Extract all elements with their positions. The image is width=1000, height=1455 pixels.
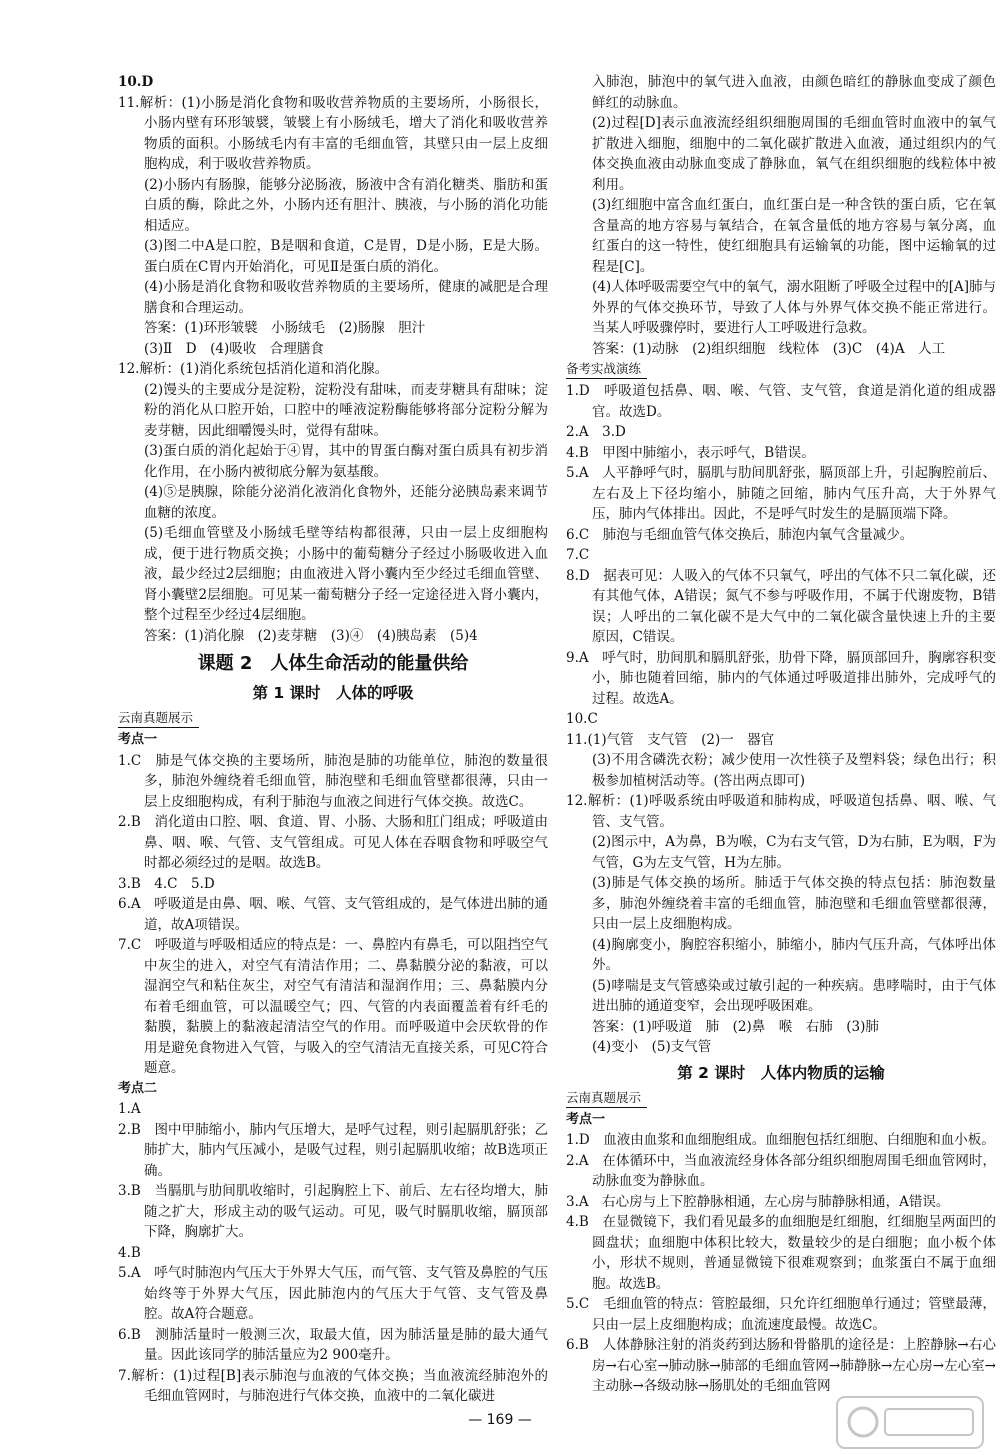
q12-answer: 答案：(1)消化腺 (2)麦芽糖 (3)④ (4)胰岛素 (5)4	[144, 627, 478, 644]
q12-part4: (4)⑤是胰腺，除能分泌消化液消化食物外，还能分泌胰岛素来调节血糖的浓度。	[144, 484, 548, 521]
kd2-item: 7.解析：(1)过程[B]表示肺泡与血液的气体交换；当血液流经肺泡外的毛细血管网时，与肺泡进行气体交换，血液中的二氧化碳进	[118, 1367, 548, 1404]
q11-answer-cont: (3)Ⅱ D (4)吸收 合理膳食	[144, 340, 324, 357]
kaodian-2-heading: 考点二	[118, 1080, 158, 1096]
kd2-item: 5.A 呼气时肺泡内气压大于外界大气压，而气管、支气管及鼻腔的气压始终等于外界大气压，因此肺泡内的气压大于气管、支气管及鼻腔。故A符合题意。	[118, 1265, 548, 1322]
kd1-item: 6.A 呼吸道是由鼻、咽、喉、气管、支气管组成的，是气体进出肺的通道，故A项错误。	[118, 896, 548, 933]
kd1-item: 2.A 在体循环中，当血液流经身体各部分组织细胞周围毛细血管网时，动脉血变为静脉血。	[566, 1152, 996, 1189]
kd1-item: 6.B 人体静脉注射的消炎药到达肠和骨骼肌的途径是：上腔静脉→右心房→右心室→肺动脉→肺部的毛细血管网→肺静脉→左心房→左心室→主动脉→各级动脉→肠肌处的毛细血管网	[566, 1337, 996, 1394]
answer-10: 10.D	[118, 74, 154, 90]
q12-part3: (3)肺是气体交换的场所。肺适于气体交换的特点包括：肺泡数量多，肺泡外缠绕着丰富的毛细血管，肺泡壁和毛细血管壁都很薄，只由一层上皮细胞构成。	[592, 875, 996, 932]
q7-part2: (2)过程[D]表示血液流经组织细胞周围的毛细血管时血液中的氧气扩散进入细胞，细胞中的二氧化碳扩散进入血液，通过组织内的气体交换血液由动脉血变成了静脉血，氧气在组织细胞的线粒体中被利用。	[592, 115, 996, 193]
practice-item: 11.(1)气管 支气管 (2)一 器官	[566, 731, 775, 748]
kd1-item: 1.D 血液由血浆和血细胞组成。血细胞包括红细胞、白细胞和血小板。	[566, 1132, 995, 1148]
kd1-item: 1.C 肺是气体交换的主要场所，肺泡是肺的功能单位，肺泡的数量很多，肺泡外缠绕着毛细血管，肺泡壁和毛细血管壁都很薄，只由一层上皮细胞构成，有利于肺泡与血液之间进行气体交换。故选C。	[118, 752, 548, 810]
practice-item: 7.C	[566, 547, 590, 563]
practice-item: 6.C 肺泡与毛细血管气体交换后，肺泡内氧气含量减少。	[566, 526, 914, 543]
kd1-item: 3.A 右心房与上下腔静脉相通，左心房与肺静脉相通，A错误。	[566, 1193, 950, 1210]
topic-title: 课题 2 人体生命活动的能量供给	[197, 653, 469, 674]
lesson-2-title: 第 2 课时 人体内物质的运输	[677, 1063, 885, 1082]
q7-cont: 入肺泡，肺泡中的氧气进入血液，由颜色暗红的静脉血变成了颜色鲜红的动脉血。	[592, 74, 996, 111]
q12-analysis: 12.解析：(1)呼吸系统由呼吸道和肺构成，呼吸道包括鼻、咽、喉、气管、支气管。	[566, 793, 996, 830]
q12-part5: (5)毛细血管壁及小肠绒毛壁等结构都很薄，只由一层上皮细胞构成，便于进行物质交换；小肠中的葡萄糖分子经过小肠吸收进入血液，最少经过2层细胞；由血液进入肾小囊内至少经过毛细血管壁、肾小囊壁2层细胞。可见某一葡萄糖分子经一定途径进入肾小囊内，整个过程至少经过4层细胞。	[144, 525, 548, 623]
practice-item: 5.A 人平静呼气时，膈肌与肋间肌舒张，膈顶部上升，引起胸腔前后、左右及上下径均缩小，肺随之回缩，肺内气压升高，大于外界气压，肺内气体排出。因此，不是呼气时发生的是膈顶端下降。	[566, 465, 996, 522]
kd2-item: 1.A	[118, 1101, 141, 1117]
practice-item: 10.C	[566, 711, 598, 727]
q7-part3: (3)红细胞中富含血红蛋白，血红蛋白是一种含铁的蛋白质，它在氧含量高的地方容易与氧结合，在氧含量低的地方容易与氧分离，血红蛋白的这一特性，使红细胞具有运输氧的功能，图中运输氧的过程是[C]。	[592, 197, 996, 275]
q7-answer: 答案：(1)动脉 (2)组织细胞 线粒体 (3)C (4)A 人工	[592, 340, 946, 357]
practice-item: 1.D 呼吸道包括鼻、咽、喉、气管、支气管，食道是消化道的组成器官。故选D。	[566, 383, 996, 420]
q12-part2: (2)图示中，A为鼻，B为喉，C为右支气管，D为右肺，E为咽，F为气管，G为左支气管，H为左肺。	[592, 834, 996, 871]
section-tag-yunnan: 云南真题展示	[566, 1090, 647, 1108]
q11-part2: (2)小肠内有肠腺，能够分泌肠液，肠液中含有消化糖类、脂肪和蛋白质的酶，除此之外，小肠内还有胆汁、胰液，与小肠的消化功能相适应。	[144, 176, 548, 234]
practice-item: 2.A 3.D	[566, 424, 626, 440]
practice-item: 4.B 甲图中肺缩小，表示呼气，B错误。	[566, 444, 815, 461]
practice-item: (3)不用含磷洗衣粉；减少使用一次性筷子及塑料袋；绿色出行；积极参加植树活动等。(答出两点即可)	[592, 752, 996, 789]
q12-answer: 答案：(1)呼吸道 肺 (2)鼻 喉 右肺 (3)肺	[592, 1018, 879, 1035]
page-number: — 169 —	[468, 1412, 532, 1428]
practice-item: 9.A 呼气时，肋间肌和膈肌舒张，肋骨下降，膈顶部回升，胸廓容积变小，肺也随着回缩，肺内的气体通过呼吸道排出肺外，完成呼气的过程。故选A。	[566, 649, 996, 707]
q11-part4: (4)小肠是消化食物和吸收营养物质的主要场所，健康的减肥是合理膳食和合理运动。	[144, 279, 548, 316]
q12-part4: (4)胸廓变小，胸腔容积缩小，肺缩小，肺内气压升高，气体呼出体外。	[592, 936, 996, 973]
kd2-item: 4.B	[118, 1244, 141, 1261]
kd1-item: 3.B 4.C 5.D	[118, 875, 215, 892]
section-tag-practice: 备考实战演练	[566, 361, 647, 379]
section-tag-yunnan: 云南真题展示	[118, 710, 199, 728]
practice-item: 8.D 据表可见：人吸入的气体不只氧气，呼出的气体不只二氧化碳，还有其他气体，A错误；氮气不参与呼吸作用，不属于代谢废物，B错误；人呼出的二氧化碳不是大气中的二氧化碳含量快速上升的主要原因，C错误。	[566, 567, 996, 645]
q12-answer-cont: (4)变小 (5)支气管	[592, 1039, 712, 1055]
q11-part3: (3)图二中A是口腔，B是咽和食道，C是胃，D是小肠，E是大肠。蛋白质在C胃内开始消化，可见Ⅱ是蛋白质的消化。	[144, 238, 548, 275]
kd1-item: 2.B 消化道由口腔、咽、食道、胃、小肠、大肠和肛门组成；呼吸道由鼻、咽、喉、气管、支气管组成。可见人体在吞咽食物和呼吸空气时都必须经过的是咽。故选B。	[118, 814, 548, 871]
kd1-item: 7.C 呼吸道与呼吸相适应的特点是：一、鼻腔内有鼻毛，可以阻挡空气中灰尘的进入，对空气有清洁作用；二、鼻黏膜分泌的黏液，可以湿润空气和粘住灰尘，对空气有清洁和湿润作用；三、鼻黏膜内分布着毛细血管，可以温暖空气；四、气管的内表面覆盖着有纤毛的黏膜，黏膜上的黏液起清洁空气的作用。而呼吸道中会厌软骨的作用是避免食物进入气管，与吸入的空气清洁无直接关系，可见C符合题意。	[118, 937, 548, 1076]
lesson-1-title: 第 1 课时 人体的呼吸	[252, 684, 414, 702]
q12-part2: (2)馒头的主要成分是淀粉，淀粉没有甜味，而麦芽糖具有甜味；淀粉的消化从口腔开始，口腔中的唾液淀粉酶能够将部分淀粉分解为麦芽糖，因此细嚼馒头时，觉得有甜味。	[144, 381, 548, 439]
q11-answer: 答案：(1)环形皱襞 小肠绒毛 (2)肠腺 胆汁	[144, 320, 426, 336]
kd1-item: 5.C 毛细血管的特点：管腔最细，只允许红细胞单行通过；管壁最薄，只由一层上皮细胞构成；血流速度最慢。故选C。	[566, 1296, 996, 1333]
kd1-item: 4.B 在显微镜下，我们看见最多的血细胞是红细胞，红细胞呈两面凹的圆盘状；血细胞中体积比较大，数量较少的是白细胞；血小板个体小，形状不规则，普通显微镜下很难观察到；血浆蛋白不属于血细胞。故选B。	[566, 1214, 996, 1292]
q12-part3: (3)蛋白质的消化起始于④胃，其中的胃蛋白酶对蛋白质具有初步消化作用，在小肠内被彻底分解为氨基酸。	[144, 443, 548, 480]
q12-analysis: 12.解析：(1)消化系统包括消化道和消化腺。	[118, 361, 389, 377]
q12-part5: (5)哮喘是支气管感染或过敏引起的一种疾病。患哮喘时，由于气体进出肺的通道变窄，会出现呼吸困难。	[592, 977, 996, 1014]
kd2-item: 2.B 图中甲肺缩小，肺内气压增大，是呼气过程，则引起膈肌舒张；乙肺扩大，肺内气压减小，是吸气过程，则引起膈肌收缩；故B选项正确。	[118, 1121, 548, 1179]
kd2-item: 3.B 当膈肌与肋间肌收缩时，引起胸腔上下、前后、左右径均增大，肺随之扩大，形成主动的吸气运动。可见，吸气时膈肌收缩，膈顶部下降，胸廓扩大。	[118, 1183, 548, 1240]
right-column	[566, 72, 996, 1397]
kd2-item: 6.B 测肺活量时一般测三次，取最大值，因为肺活量是肺的最大通气量。因此该同学的肺活量应为2 900毫升。	[118, 1326, 548, 1363]
watermark-logo	[835, 1395, 985, 1450]
q7-part4: (4)人体呼吸需要空气中的氧气，溺水阻断了呼吸全过程中的[A]肺与外界的气体交换环节，导致了人体与外界气体交换不能正常进行。当某人呼吸骤停时，要进行人工呼吸进行急救。	[592, 279, 996, 336]
kaodian-1-heading: 考点一	[118, 732, 158, 747]
left-column	[118, 72, 548, 1407]
kaodian-1-heading: 考点一	[566, 1111, 606, 1127]
q11-analysis: 11.解析：(1)小肠是消化食物和吸收营养物质的主要场所，小肠很长，小肠内壁有环形皱襞，皱襞上有小肠绒毛，增大了消化和吸收营养物质的面积。小肠绒毛内有丰富的毛细血管，其壁只由一层上皮细胞构成，利于吸收营养物质。	[118, 94, 548, 172]
